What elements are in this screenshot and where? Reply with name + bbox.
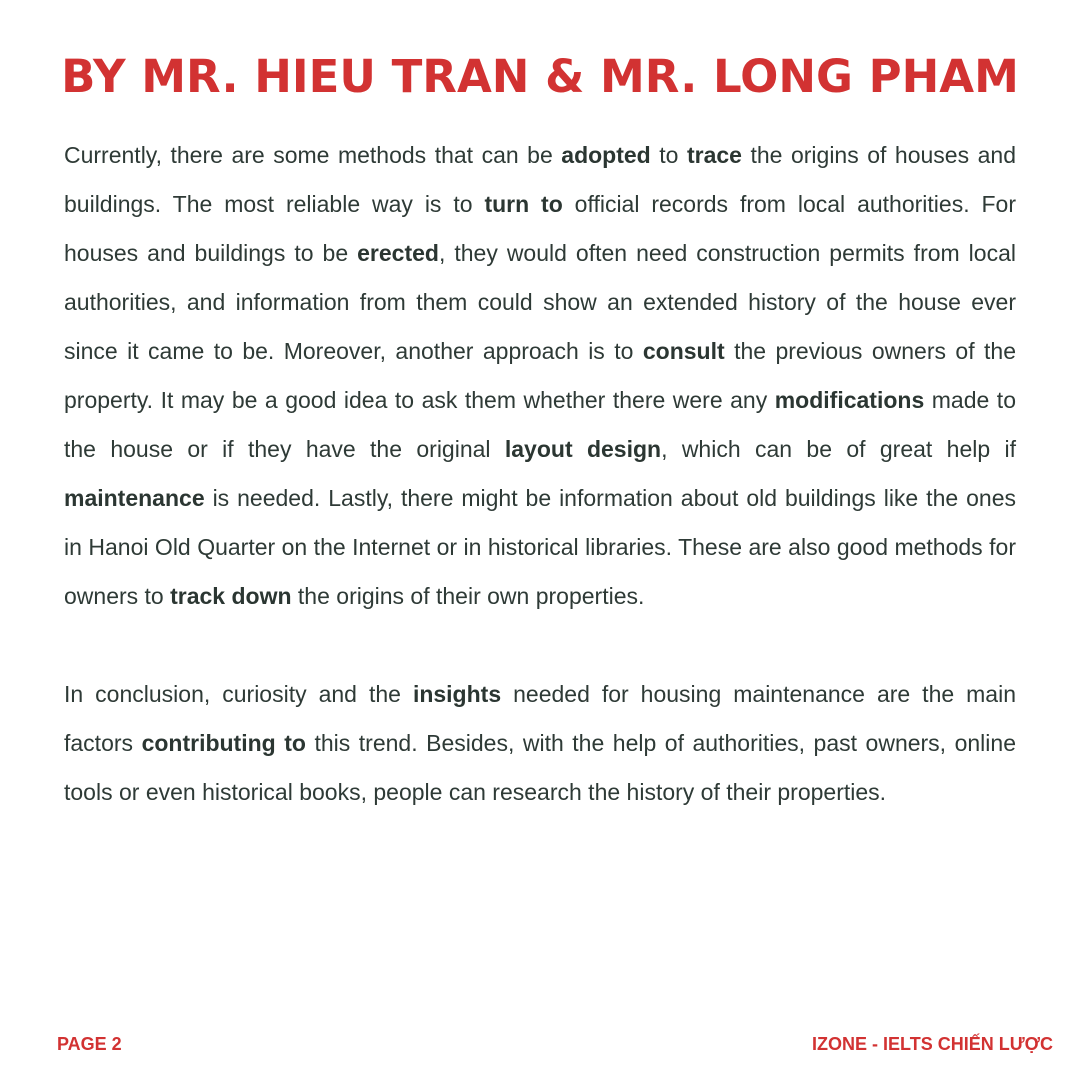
page-title: BY MR. HIEU TRAN & MR. LONG PHAM (61, 50, 1019, 103)
key-term: trace (686, 142, 742, 168)
body-paragraph-2 (64, 670, 1016, 817)
text-run: this trend. Besides, with the help of authorities, past owners, online tools or even historical books, people can research the history of their properties. (64, 730, 1016, 805)
key-term: erected (357, 240, 439, 266)
text-run: to (650, 142, 687, 168)
key-term: layout design (504, 436, 662, 462)
key-term: turn to (484, 191, 563, 217)
key-term: contributing to (141, 730, 306, 756)
text-run: Currently, there are some methods that can be (64, 142, 562, 168)
text-run: made to the house or if they have the original (64, 387, 1016, 462)
key-term: track down (170, 583, 292, 609)
text-run: In conclusion, curiosity and the (64, 681, 413, 707)
key-term: adopted (561, 142, 651, 168)
key-term: insights (412, 681, 502, 707)
text-run: the origins of their own properties. (291, 583, 645, 609)
brand-footer: IZONE - IELTS CHIẾN LƯỢC (812, 1034, 1053, 1054)
text-run: official records from local authorities. For houses and buildings to be (64, 191, 1016, 266)
body-paragraph-1 (64, 131, 1016, 621)
article-body (64, 131, 1016, 866)
key-term: maintenance (64, 485, 205, 511)
text-run: , which can be of great help if (661, 436, 1016, 462)
key-term: consult (642, 338, 725, 364)
text-run: is needed. Lastly, there might be information about old buildings like the ones in Hanoi Old Quarter on the Internet or in historical libraries. These are also good methods for owners to (64, 485, 1016, 609)
text-run: the previous owners of the property. It may be a good idea to ask them whether there were any (64, 338, 1016, 413)
text-run: needed for housing maintenance are the main factors (64, 681, 1017, 756)
text-run: , they would often need construction permits from local authorities, and information from them could show an extended history of the house ever since it came to be. Moreover, another approach is to (64, 240, 1016, 364)
key-term: modifications (774, 387, 925, 413)
page-number: PAGE 2 (57, 1034, 122, 1054)
text-run: the origins of houses and buildings. The most reliable way is to (64, 142, 1016, 217)
